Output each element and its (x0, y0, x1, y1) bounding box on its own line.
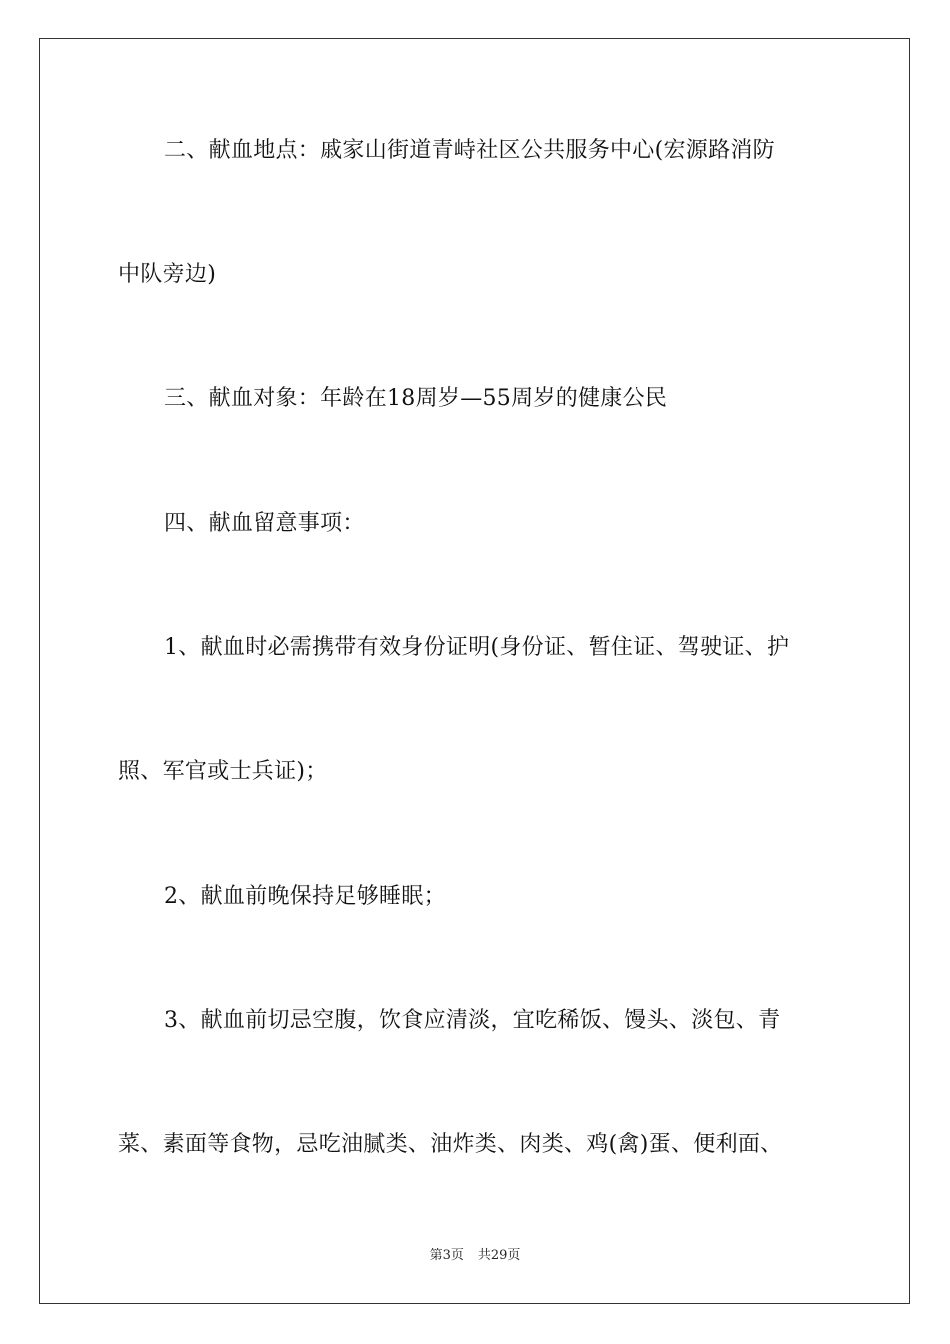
location-line-2: 中队旁边) (118, 262, 217, 287)
location-line-1: 二、献血地点：戚家山街道青峙社区公共服务中心(宏源路消防 (164, 138, 775, 163)
note-1-line-1: 1、献血时必需携带有效身份证明(身份证、暂住证、驾驶证、护 (164, 635, 790, 660)
page-frame (39, 38, 910, 1304)
note-3-line-2: 菜、素面等食物，忌吃油腻类、油炸类、肉类、鸡(禽)蛋、便利面、 (118, 1132, 783, 1157)
note-1-line-2: 照、军官或士兵证)； (118, 759, 328, 784)
page-number: 第3页 (429, 1248, 464, 1263)
note-3-line-1: 3、献血前切忌空腹，饮食应清淡，宜吃稀饭、馒头、淡包、青 (164, 1008, 781, 1033)
page-footer (0, 1247, 950, 1265)
page-total: 共29页 (477, 1248, 521, 1263)
note-2-line: 2、献血前晚保持足够睡眠； (164, 884, 446, 909)
target-line: 三、献血对象：年龄在18周岁—55周岁的健康公民 (164, 386, 668, 411)
notes-heading: 四、献血留意事项： (164, 511, 365, 536)
